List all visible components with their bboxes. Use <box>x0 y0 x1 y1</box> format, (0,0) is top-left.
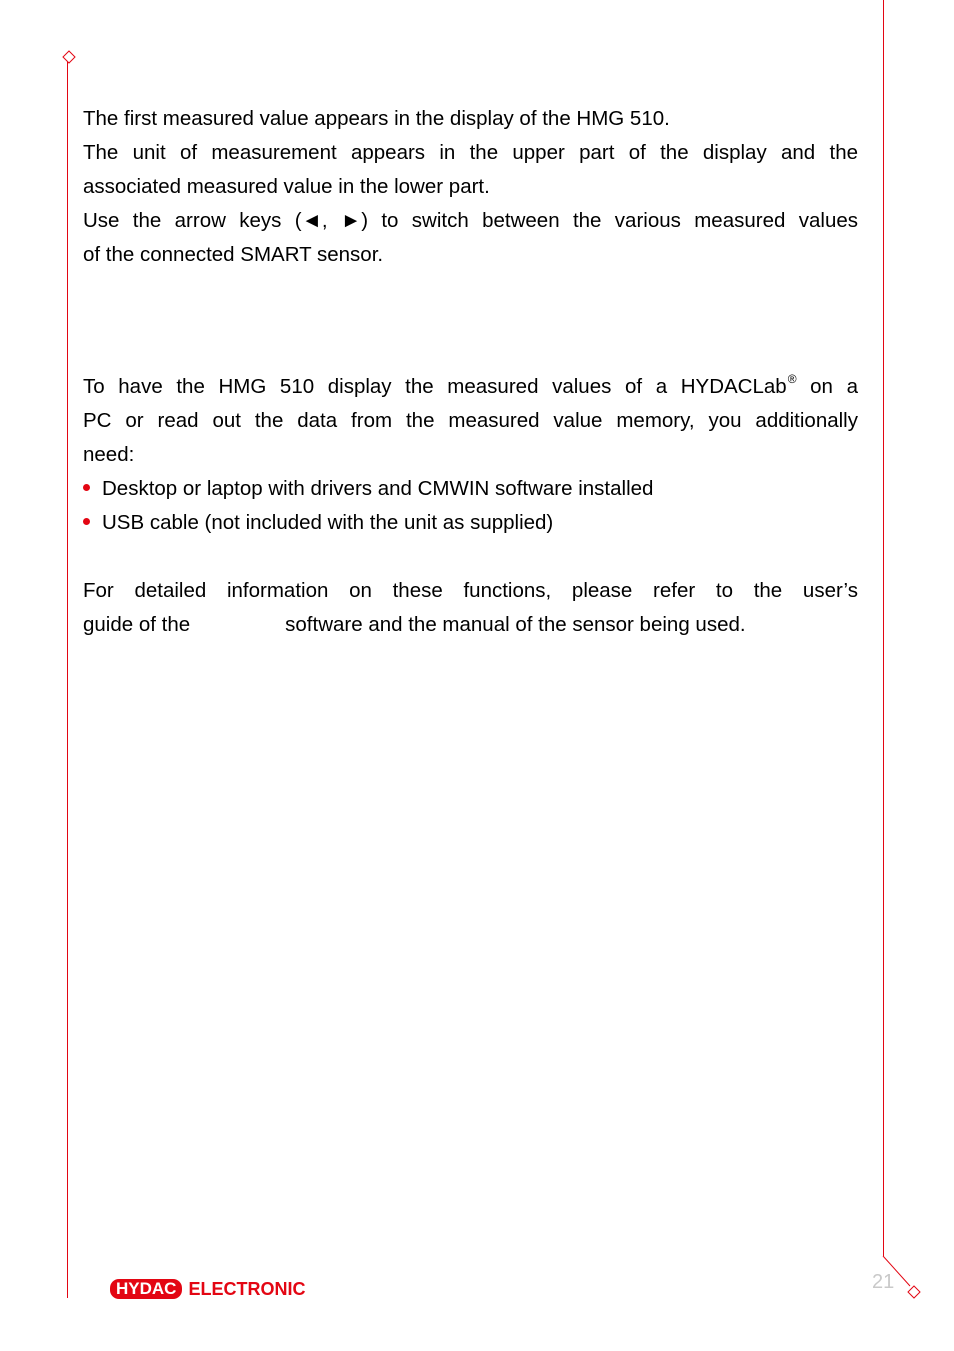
text-line: of the connected SMART sensor. <box>83 243 384 266</box>
list-item-text: Desktop or laptop with drivers and CMWIN software installed <box>102 477 654 500</box>
list-item-text: USB cable (not included with the unit as supplied) <box>102 511 554 534</box>
text-fragment: on a <box>796 375 858 398</box>
hydac-electronic-logo <box>110 1278 305 1300</box>
text-line: PC or read out the data from the measured value memory, you additionally <box>83 409 858 432</box>
pc-connection-paragraph <box>83 370 858 472</box>
text-fragment: To have the HMG 510 display the measured values of a HYDACLab <box>83 375 787 398</box>
right-diamond-marker <box>908 1286 920 1298</box>
text-fragment: software and the manual of the sensor being used. <box>285 613 746 636</box>
text-fragment: guide of the <box>83 613 191 636</box>
logo-electronic-text: ELECTRONIC <box>188 1279 306 1299</box>
registered-mark: ® <box>787 372 797 386</box>
spacer <box>83 272 858 370</box>
list-item <box>83 472 858 506</box>
text-line: The first measured value appears in the display of the HMG 510. <box>83 107 670 130</box>
list-item <box>83 506 858 540</box>
page-number: 21 <box>872 1271 895 1293</box>
text-line <box>83 370 858 404</box>
logo-hydac-box: HYDAC <box>110 1279 182 1299</box>
text-line: need: <box>83 443 135 466</box>
text-line <box>83 608 858 642</box>
left-diamond-marker <box>63 51 75 63</box>
requirements-list <box>83 472 858 540</box>
measured-value-paragraph <box>83 102 858 272</box>
spacer <box>83 540 858 574</box>
text-line: For detailed information on these functions, please refer to the user’s <box>83 579 858 602</box>
text-line: associated measured value in the lower part. <box>83 175 490 198</box>
page-content <box>83 102 858 642</box>
text-line: The unit of measurement appears in the upper part of the display and the <box>83 141 858 164</box>
bullet-icon <box>83 484 90 491</box>
bullet-icon <box>83 518 90 525</box>
text-line: Use the arrow keys (◄, ►) to switch between the various measured values <box>83 209 858 232</box>
detailed-info-paragraph <box>83 574 858 642</box>
